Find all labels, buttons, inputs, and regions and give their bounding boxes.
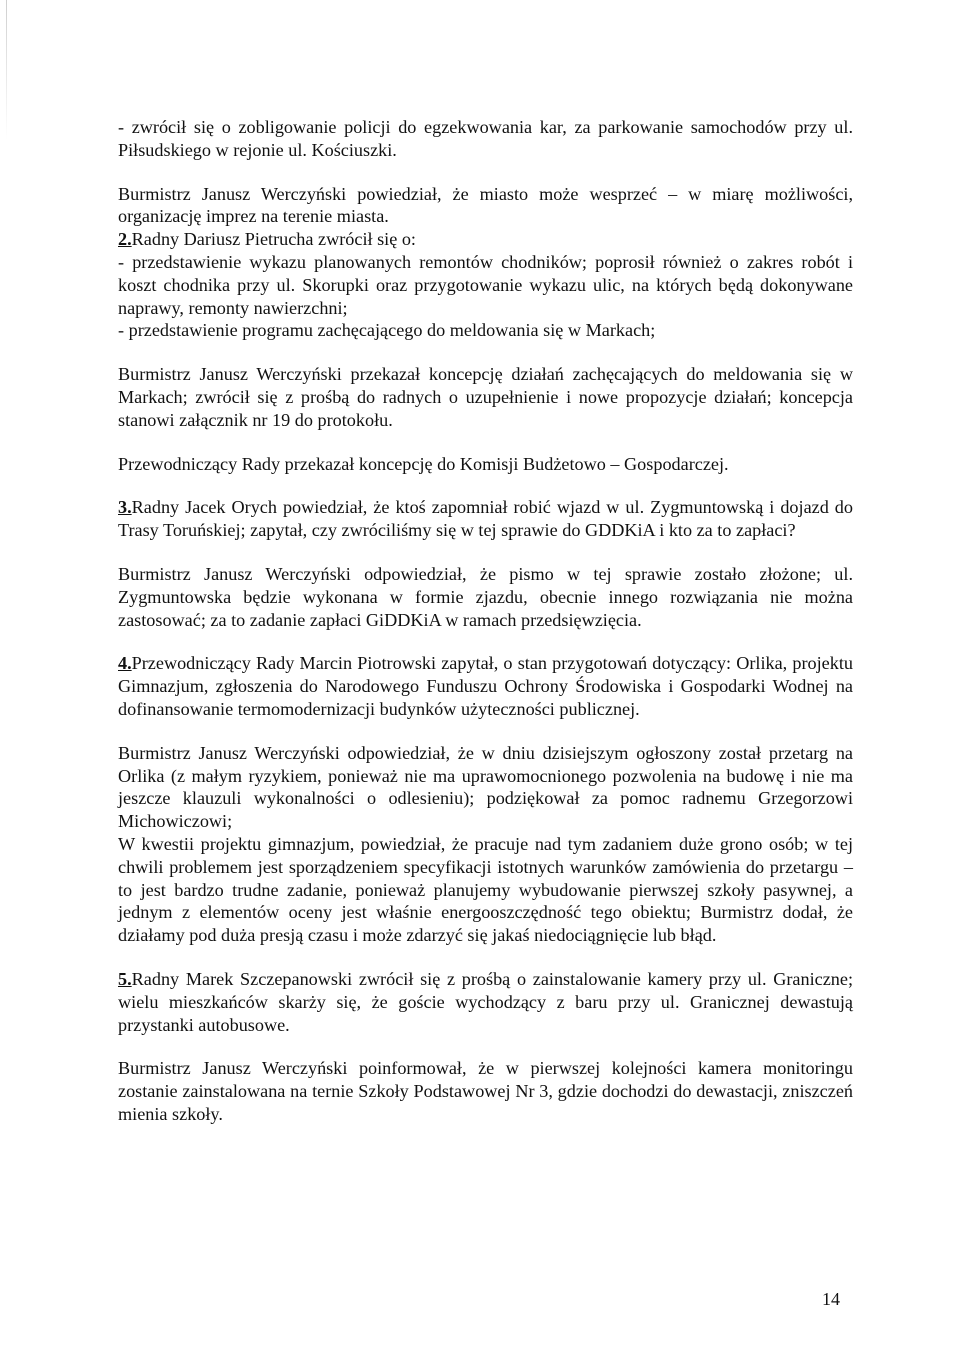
paragraph-13	[118, 968, 853, 1036]
paragraph-text: - zwrócił się o zobligowanie policji do egzekwowania kar, za parkowanie samochodów przy ul. Piłsudskiego w rejonie ul. Kościuszki.	[118, 117, 853, 160]
paragraph-text: W kwestii projektu gimnazjum, powiedział, że pracuje nad tym zadaniem duże grono osób; w tej chwili problemem jest sporządzeniem specyfikacji istotnych warunków zamówienia do przetargu – to jest bardzo trudne zadanie, ponieważ planujemy wybudowanie pierwszej szkoły pasywnej, a jednym z elementów oceny jest właśnie energooszczędność tego obiektu; Burmistrz dodał, że działamy pod duża presją czasu i może zdarzyć się jakaś niedociągnięcie lub błąd.	[118, 833, 853, 946]
paragraph-text: Radny Dariusz Pietrucha zwrócił się o:	[131, 229, 416, 250]
paragraph-4	[118, 251, 853, 319]
paragraph-11	[118, 742, 853, 833]
paragraph-text: Przewodniczący Rady Marcin Piotrowski zapytał, o stan przygotowań dotyczący: Orlika, projektu Gimnazjum, zgłoszenia do Narodowego Funduszu Ochrony Środowiska i Gospodarki Wodnej na dofinansowanie termomodernizacji budynków użyteczności publicznej.	[118, 653, 853, 719]
paragraph-text: Przewodniczący Rady przekazał koncepcję do Komisji Budżetowo – Gospodarczej.	[118, 453, 729, 474]
paragraph-8	[118, 496, 853, 542]
item-number-5: 5.	[118, 968, 132, 989]
paragraph-text: Burmistrz Janusz Werczyński poinformował, że w pierwszej kolejności kamera monitoringu zostanie zainstalowana na ternie Szkoły Podstawowej Nr 3, gdzie dochodzi do dewastacji, zniszczeń mienia szkoły.	[118, 1058, 853, 1124]
paragraph-7	[118, 453, 853, 476]
paragraph-text: Burmistrz Janusz Werczyński przekazał koncepcję działań zachęcających do meldowania się w Markach; zwrócił się z prośbą do radnych o uzupełnienie i nowe propozycje działań; koncepcja stanowi załącznik nr 19 do protokołu.	[118, 364, 853, 430]
paragraph-text: Burmistrz Janusz Werczyński odpowiedział, że w dniu dzisiejszym ogłoszony został przetarg na Orlika (z małym ryzykiem, ponieważ nie ma uprawomocnionego pozwolenia na budowę i nie ma jeszcze klauzuli wykonalności o odlesieniu); podziękował za pomoc radnemu Grzegorzowi Michowiczowi;	[118, 742, 853, 832]
paragraph-2	[118, 183, 853, 229]
paragraph-text: Radny Jacek Orych powiedział, że ktoś zapomniał robić wjazd w ul. Zygmuntowską i dojazd do Trasy Toruńskiej; zapytał, czy zwróciliśmy się w tej sprawie do GDDKiA i kto za to zapłaci?	[118, 497, 853, 541]
paragraph-3	[118, 228, 853, 251]
paragraph-text: Radny Marek Szczepanowski zwrócił się z prośbą o zainstalowanie kamery przy ul. Graniczne; wielu mieszkańców skarży się, że goście wychodzący z baru przy ul. Granicznej dewastują przystanki autobusowe.	[118, 968, 853, 1035]
document-body	[118, 116, 853, 1126]
paragraph-1	[118, 116, 853, 162]
paragraph-5	[118, 319, 853, 342]
paragraph-10	[118, 652, 853, 720]
paragraph-12	[118, 833, 853, 947]
paragraph-14	[118, 1057, 853, 1125]
paragraph-6	[118, 363, 853, 431]
paragraph-text: Burmistrz Janusz Werczyński odpowiedział, że pismo w tej sprawie zostało złożone; ul. Zygmuntowska będzie wykonana w formie zjazdu, obecnie innego rozwiązania nie można zastosować; za to zadanie zapłaci GiDDKiA w ramach przedsięwzięcia.	[118, 563, 853, 630]
page-number: 14	[822, 1289, 840, 1309]
scan-edge-mark	[6, 0, 7, 140]
item-number-4: 4.	[118, 653, 132, 674]
paragraph-text: Burmistrz Janusz Werczyński powiedział, że miasto może wesprzeć – w miarę możliwości, organizację imprez na terenie miasta.	[118, 183, 853, 227]
paragraph-9	[118, 563, 853, 631]
paragraph-text: - przedstawienie programu zachęcającego do meldowania się w Markach;	[118, 320, 656, 341]
item-number-2: 2.	[118, 229, 132, 250]
item-number-3: 3.	[118, 497, 132, 518]
paragraph-text: - przedstawienie wykazu planowanych remontów chodników; poprosił również o zakres robót i koszt chodnika przy ul. Skorupki oraz przygotowanie wykazu ulic, na których będą dokonywane naprawy, remonty nawierzchni;	[118, 251, 853, 318]
